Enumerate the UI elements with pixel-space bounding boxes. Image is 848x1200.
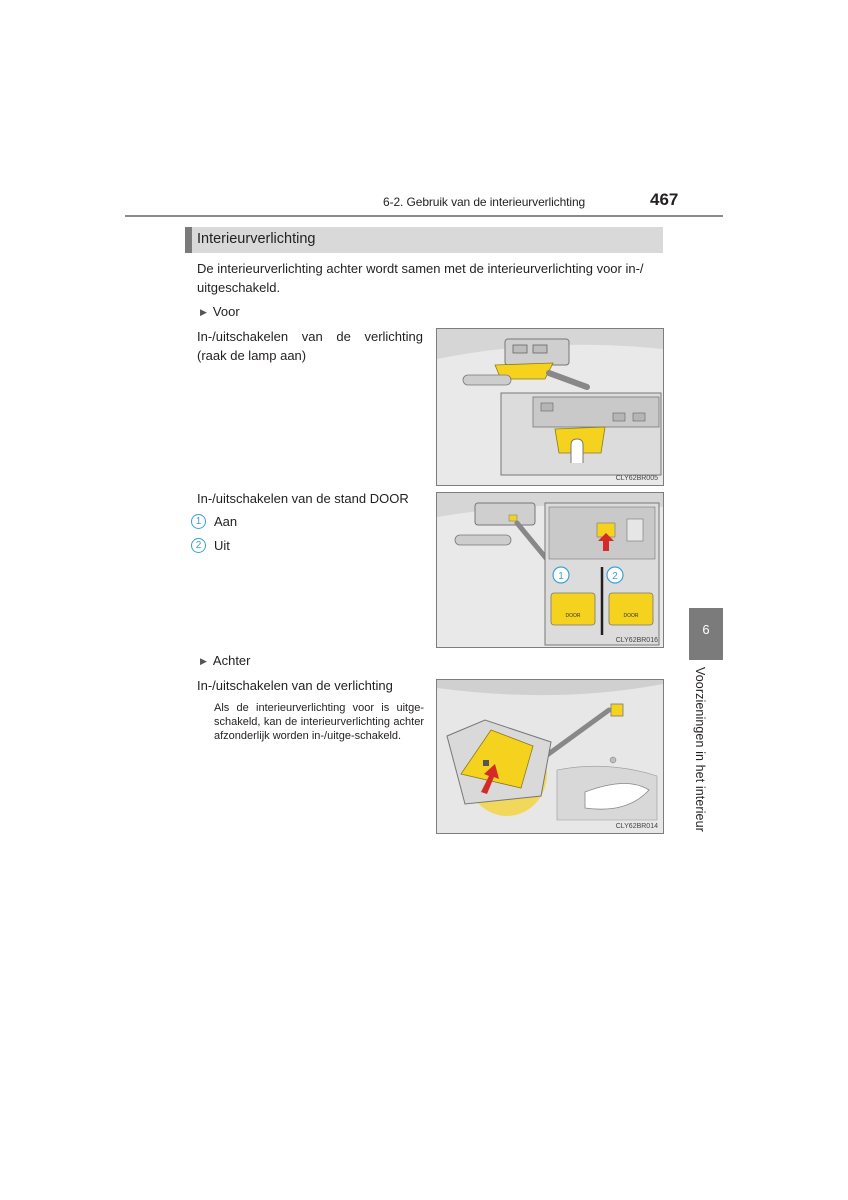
chapter-tab	[689, 608, 723, 660]
rear-lamp-illustration	[437, 680, 663, 833]
door-mode-illustration	[437, 493, 663, 647]
section-heading-bar	[185, 227, 663, 253]
achter-heading	[200, 651, 251, 672]
svg-text:1: 1	[558, 571, 564, 582]
callout-number-2: 2	[191, 538, 206, 553]
achter-heading-label: Achter	[212, 653, 251, 668]
svg-text:2: 2	[612, 571, 618, 582]
svg-text:DOOR: DOOR	[565, 613, 581, 619]
figure-code: CLY62BR016	[615, 637, 658, 644]
figure-code: CLY62BR005	[615, 475, 658, 482]
option-aan-label: Aan	[214, 514, 238, 529]
section-intro: De interieurverlichting achter wordt samen met de interieurverlichting voor in-/ uitgeschakeld.	[197, 261, 644, 295]
voor-heading-label: Voor	[212, 304, 240, 319]
callout-number-1: 1	[191, 514, 206, 529]
achter-item-note: Als de interieurverlichting voor is uitge-schakeld, kan de interieurverlichting achter afzonderlijk worden in-/uitge-schakeld.	[214, 702, 424, 742]
voor-item1-text: In-/uitschakelen van de verlichting (raak de lamp aan)	[197, 329, 423, 363]
figure-door-mode	[436, 492, 664, 648]
svg-text:DOOR: DOOR	[623, 613, 639, 619]
triangle-bullet-icon: ▶	[200, 307, 207, 317]
voor-item2-text: In-/uitschakelen van de stand DOOR	[197, 491, 409, 506]
running-header-title: 6-2. Gebruik van de interieurverlichting	[383, 195, 586, 209]
front-lamp-illustration	[437, 329, 663, 485]
section-title: Interieurverlichting	[197, 231, 316, 247]
page-number: 467	[650, 190, 679, 209]
header-rule	[125, 215, 723, 217]
section-heading-accent	[185, 227, 192, 253]
figure-front-lamp	[436, 328, 664, 486]
figure-code: CLY62BR014	[615, 823, 658, 830]
option-uit-label: Uit	[214, 538, 230, 553]
triangle-bullet-icon: ▶	[200, 656, 207, 666]
achter-item-text: In-/uitschakelen van de verlichting	[197, 678, 393, 693]
figure-rear-lamp	[436, 679, 664, 834]
voor-heading	[200, 302, 240, 323]
chapter-title-vertical: Voorzieningen in het interieur	[693, 667, 707, 832]
chapter-number: 6	[702, 622, 710, 637]
